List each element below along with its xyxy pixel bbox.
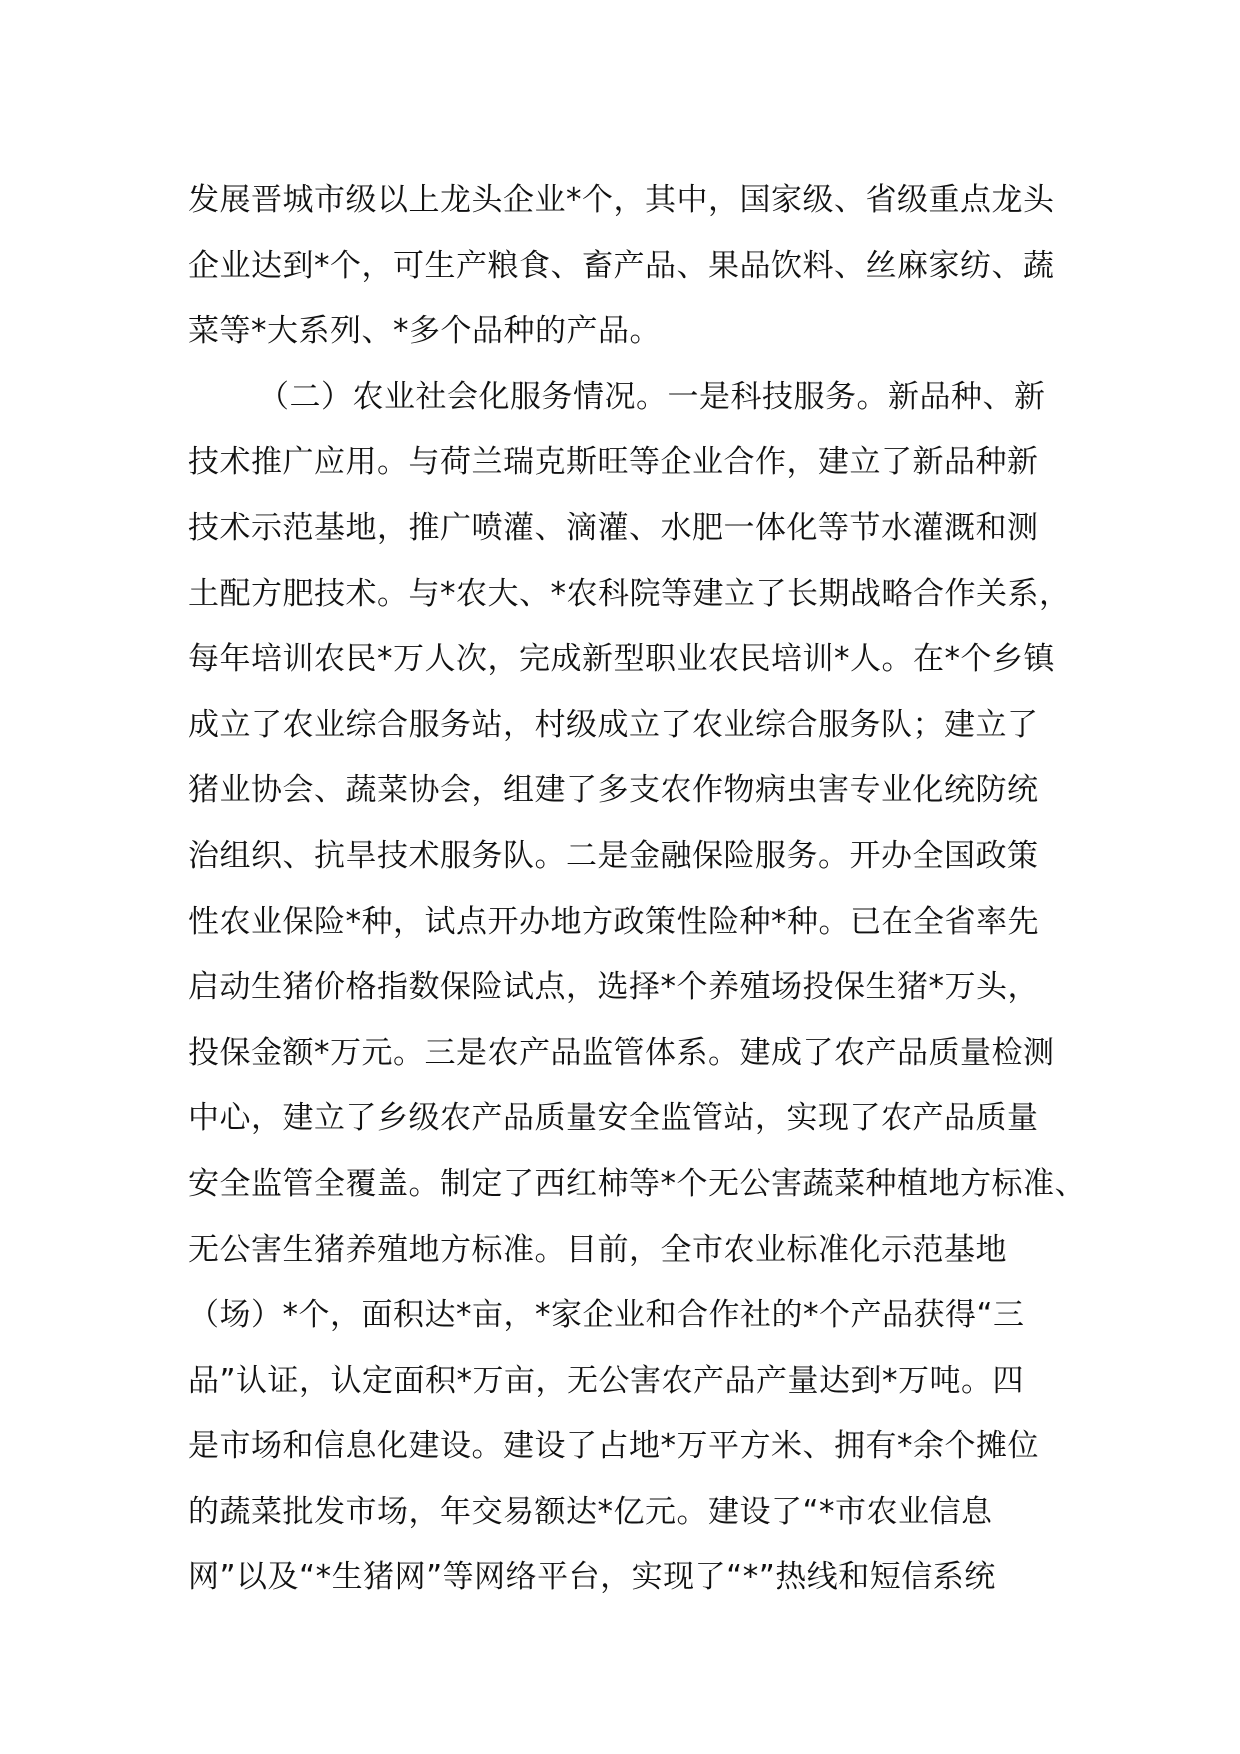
text-line-1: 发展晋城市级以上龙头企业*个，其中，国家级、省级重点龙头 (188, 182, 1055, 218)
text-line-18: （场）*个，面积达*亩，*家企业和合作社的*个产品获得“三 (188, 1297, 1025, 1334)
text-line-19: 品”认证，认定面积*万亩，无公害农产品产量达到*万吨。四 (188, 1362, 1025, 1399)
text-line-22: 网”以及“*生猪网”等网络平台，实现了“*”热线和短信系统 (188, 1559, 996, 1596)
text-line-20: 是市场和信息化建设。建设了占地*万平方米、拥有*余个摊位 (188, 1428, 1039, 1465)
text-line-14: 投保金额*万元。三是农产品监管体系。建成了农产品质量检测 (188, 1034, 1055, 1071)
paragraph-heading-line: （二）农业社会化服务情况。一是科技服务。新品种、新 (258, 378, 1046, 415)
text-line-16: 安全监管全覆盖。制定了西红柿等*个无公害蔬菜种植地方标准、 (188, 1165, 1086, 1202)
text-line-8: 每年培训农民*万人次，完成新型职业农民培训*人。在*个乡镇 (188, 641, 1055, 678)
text-line-10: 猪业协会、蔬菜协会，组建了多支农作物病虫害专业化统防统 (188, 772, 1039, 809)
text-line-15: 中心，建立了乡级农产品质量安全监管站，实现了农产品质量 (188, 1100, 1039, 1137)
text-line-11: 治组织、抗旱技术服务队。二是金融保险服务。开办全国政策 (188, 837, 1039, 874)
text-line-17: 无公害生猪养殖地方标准。目前，全市农业标准化示范基地 (188, 1231, 1007, 1268)
text-line-6: 技术示范基地，推广喷灌、滴灌、水肥一体化等节水灌溉和测 (188, 509, 1039, 546)
text-line-21: 的蔬菜批发市场，年交易额达*亿元。建设了“*市农业信息 (188, 1493, 993, 1530)
text-line-13: 启动生猪价格指数保险试点，选择*个养殖场投保生猪*万头， (188, 969, 1039, 1006)
body-text (188, 168, 1088, 1611)
text-line-12: 性农业保险*种，试点开办地方政策性险种*种。已在全省率先 (188, 903, 1039, 940)
text-line-3: 菜等*大系列、*多个品种的产品。 (188, 313, 661, 350)
text-line-2: 企业达到*个，可生产粮食、畜产品、果品饮料、丝麻家纺、蔬 (188, 247, 1055, 284)
text-line-9: 成立了农业综合服务站，村级成立了农业综合服务队；建立了 (188, 706, 1039, 743)
text-line-5: 技术推广应用。与荷兰瑞克斯旺等企业合作，建立了新品种新 (188, 444, 1039, 481)
text-line-7: 土配方肥技术。与*农大、*农科院等建立了长期战略合作关系， (188, 575, 1071, 612)
